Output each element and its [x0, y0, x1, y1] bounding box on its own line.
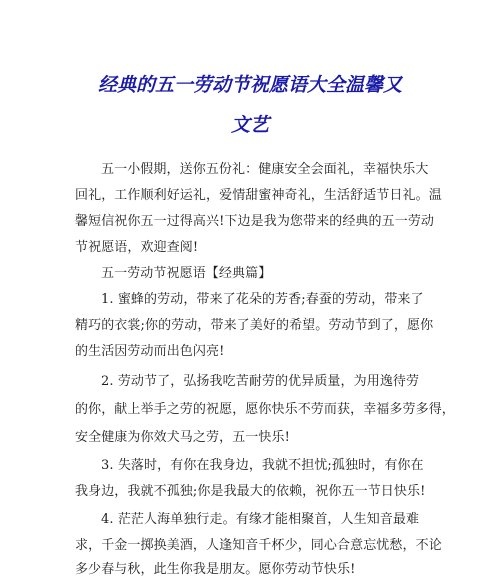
item-2-line-2: 的你，献上举手之劳的祝愿，愿你快乐不劳而获，幸福多劳多得，: [75, 402, 455, 417]
item-1-line-1: 1. 蜜蜂的劳动，带来了花朵的芳香;春蚕的劳动，带来了: [101, 292, 424, 307]
document-title-line-2: 文艺: [230, 114, 269, 136]
item-2-line-3: 安全健康为你效犬马之劳，五一快乐!: [75, 430, 290, 445]
item-1-line-3: 的生活因劳动而出色闪亮!: [75, 344, 225, 359]
section-heading: 五一劳动节祝愿语【经典篇】: [101, 266, 272, 281]
intro-line-2: 回礼，工作顺利好运礼，爱情甜蜜神奇礼，生活舒适节日礼。温: [75, 188, 442, 203]
item-3-line-2: 我身边，我就不孤独;你是我最大的依赖，祝你五一节日快乐!: [75, 484, 426, 499]
item-1-line-2: 精巧的衣裳;你的劳动，带来了美好的希望。劳动节到了，愿你: [75, 318, 434, 333]
intro-line-4: 节祝愿语，欢迎查阅!: [75, 240, 199, 255]
intro-line-1: 五一小假期，送你五份礼：健康安全会面礼，幸福快乐大: [101, 162, 429, 177]
document-title-line-1: 经典的五一劳动节祝愿语大全温馨又: [97, 74, 402, 96]
item-3-line-1: 3. 失落时，有你在我身边，我就不担忧;孤独时，有你在: [101, 458, 424, 473]
item-2-line-1: 2. 劳动节了，弘扬我吃苦耐劳的优异质量，为用逸待劳: [101, 374, 420, 389]
item-4-line-3: 多少春与秋，此生你我是朋友。愿你劳动节快乐!: [75, 562, 356, 577]
item-4-line-2: 求，千金一掷换美酒，人逢知音千杯少，同心合意忘忧愁，不论: [75, 538, 442, 553]
item-4-line-1: 4. 茫茫人海单独行走。有缘才能相聚首，人生知音最难: [101, 512, 420, 527]
intro-line-3: 馨短信祝你五一过得高兴!下边是我为您带来的经典的五一劳动: [75, 214, 435, 229]
